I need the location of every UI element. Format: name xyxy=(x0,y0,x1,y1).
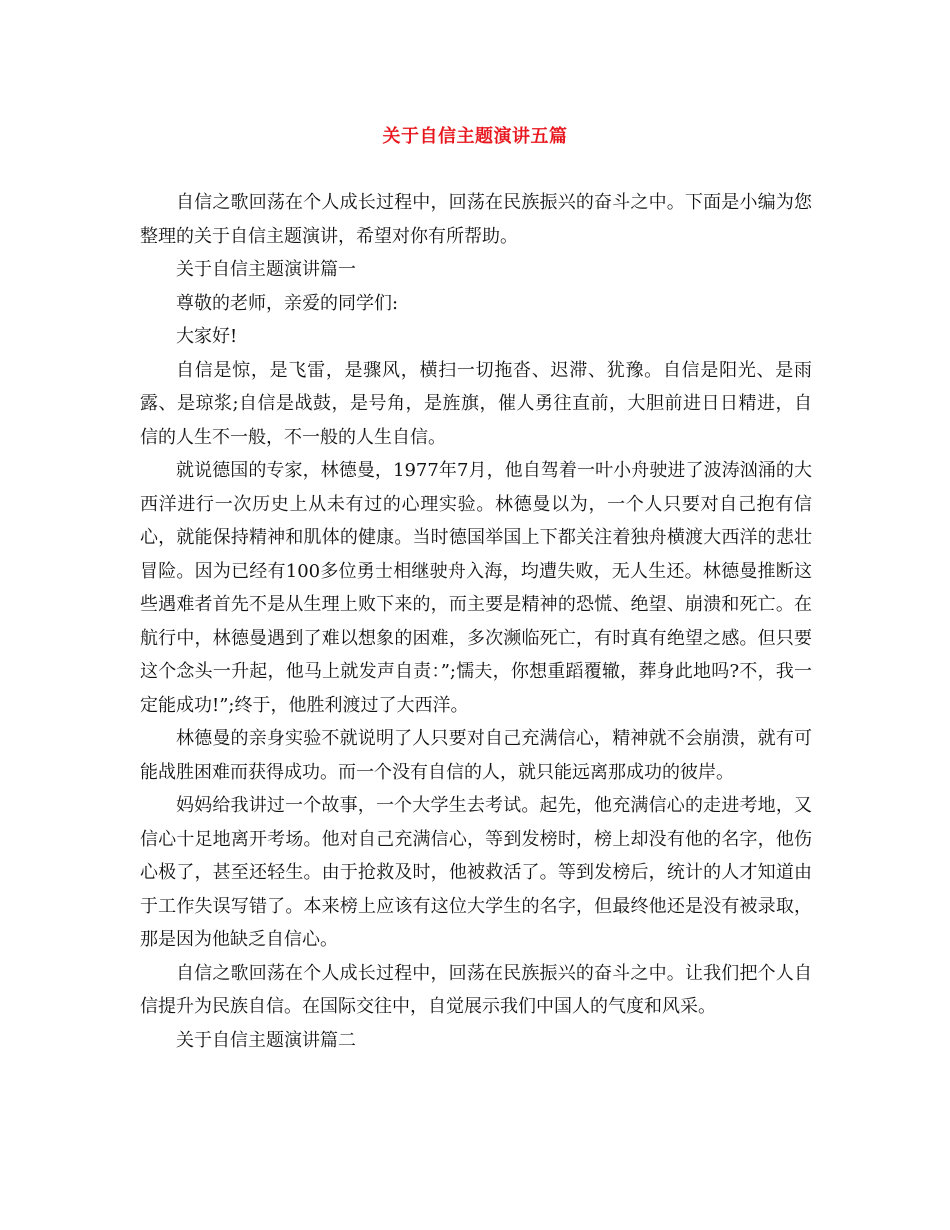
paragraph-intro: 自信之歌回荡在个人成长过程中，回荡在民族振兴的奋斗之中。下面是小编为您整理的关于自信主题演讲，希望对你有所帮助。 xyxy=(140,192,812,247)
salutation: 尊敬的老师，亲爱的同学们: xyxy=(176,292,399,314)
document-body xyxy=(140,186,812,1057)
section-heading-2: 关于自信主题演讲篇二 xyxy=(176,1029,356,1051)
greeting: 大家好! xyxy=(176,326,238,347)
paragraph: 妈妈给我讲过一个故事，一个大学生去考试。起先，他充满信心的走进考地，又信心十足地离开考场。他对自己充满信心，等到发榜时，榜上却没有他的名字，他伤心极了，甚至还轻生。由于抢救及时，他被救活了。等到发榜后，统计的人才知道由于工作失误写错了。本来榜上应该有这位大学生的名字，但最终他还是没有被录取，那是因为他缺乏自信心。 xyxy=(140,795,812,950)
paragraph: 就说德国的专家，林德曼，1977年7月，他自驾着一叶小舟驶进了波涛汹涌的大西洋进行一次历史上从未有过的心理实验。林德曼以为，一个人只要对自己抱有信心，就能保持精神和肌体的健康。当时德国举国上下都关注着独舟横渡大西洋的悲壮冒险。因为已经有100多位勇士相继驶舟入海，均遭失败，无人生还。林德曼推断这些遇难者首先不是从生理上败下来的，而主要是精神的恐慌、绝望、崩溃和死亡。在航行中，林德曼遇到了难以想象的困难，多次濒临死亡，有时真有绝望之感。但只要这个念头一升起，他马上就发声自责：”;懦夫，你想重蹈覆辙，葬身此地吗?不，我一定能成功!”;终于，他胜利渡过了大西洋。 xyxy=(140,460,812,716)
paragraph: 自信是惊，是飞雷，是骤风，横扫一切拖沓、迟滞、犹豫。自信是阳光、是雨露、是琼浆;自信是战鼓，是号角，是旌旗，催人勇往直前，大胆前进日日精进，自信的人生不一般，不一般的人生自信。 xyxy=(140,359,812,448)
paragraph: 自信之歌回荡在个人成长过程中，回荡在民族振兴的奋斗之中。让我们把个人自信提升为民族自信。在国际交往中，自觉展示我们中国人的气度和风采。 xyxy=(140,962,812,1017)
document-title: 关于自信主题演讲五篇 xyxy=(382,126,568,147)
paragraph: 林德曼的亲身实验不就说明了人只要对自己充满信心，精神就不会崩溃，就有可能战胜困难而获得成功。而一个没有自信的人，就只能远离那成功的彼岸。 xyxy=(140,728,812,783)
section-heading-1: 关于自信主题演讲篇一 xyxy=(176,259,356,280)
